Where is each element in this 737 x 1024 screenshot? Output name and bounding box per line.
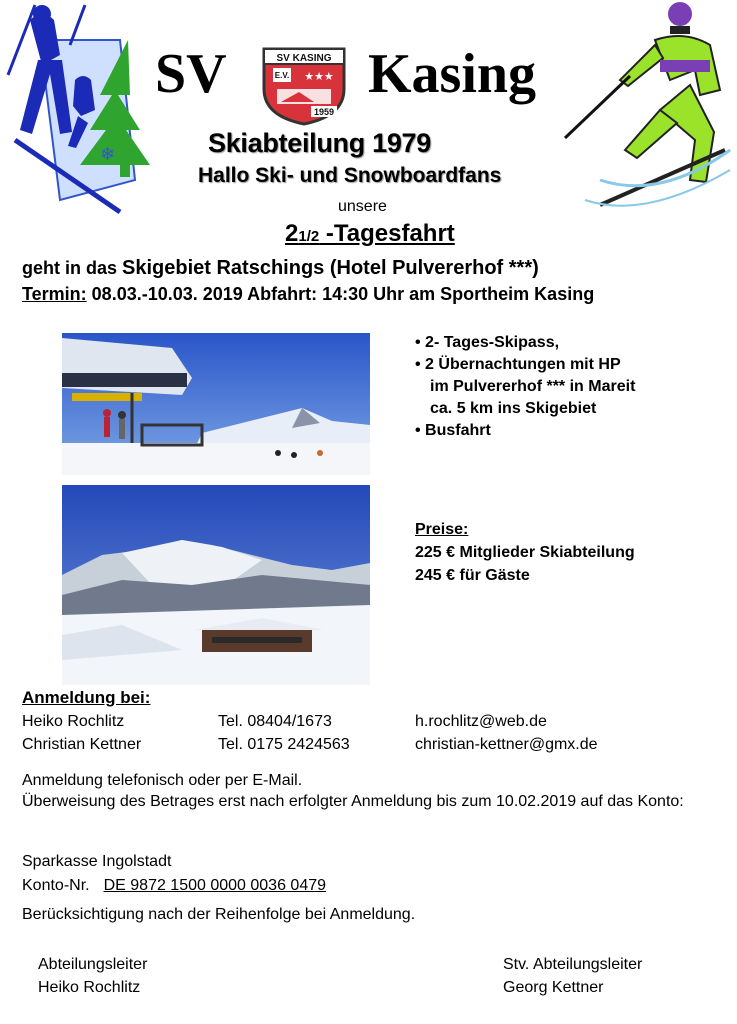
svg-text:★★★: ★★★	[304, 70, 334, 83]
photo-ski-lift	[62, 333, 370, 475]
trip-rest: -Tagesfahrt	[319, 220, 455, 247]
included-item: im Pulvererhof *** in Mareit	[430, 378, 636, 395]
badge-ev-text: E.V.	[274, 71, 290, 80]
registration-heading: Anmeldung bei:	[22, 688, 151, 707]
svg-text:❄: ❄	[100, 144, 116, 165]
badge-top-text: SV KASING	[276, 53, 332, 64]
contact-row	[22, 733, 682, 756]
bank-details	[22, 850, 326, 898]
date-line	[22, 284, 594, 305]
order-note: Berücksichtigung nach der Reihenfolge bei Anmeldung.	[22, 906, 416, 923]
club-badge	[259, 44, 349, 126]
price-members: 225 € Mitglieder Skiabteilung	[415, 544, 635, 561]
skier-clipart-left	[0, 0, 160, 215]
signature-name: Heiko Rochlitz	[38, 979, 141, 996]
account-line	[22, 874, 326, 898]
prices-heading: Preise:	[415, 521, 469, 538]
signature-right	[503, 953, 642, 999]
account-iban: DE 9872 1500 0000 0036 0479	[103, 877, 327, 894]
bank-name: Sparkasse Ingolstadt	[22, 853, 172, 870]
contact-email[interactable]: h.rochlitz@web.de	[415, 713, 547, 730]
date-label: Termin:	[22, 284, 87, 304]
price-guests: 245 € für Gäste	[415, 567, 530, 584]
contact-email[interactable]: christian-kettner@gmx.de	[415, 736, 598, 753]
title-sv: SV	[155, 43, 227, 105]
contact-phone: Tel. 08404/1673	[218, 713, 332, 730]
skier-clipart-right	[560, 0, 737, 220]
destination-place: Skigebiet Ratschings (Hotel Pulvererhof ***)	[122, 257, 539, 279]
badge-year-text: 1959	[313, 107, 335, 117]
signature-name: Georg Kettner	[503, 979, 604, 996]
department-heading: Skiabteilung 1979	[208, 128, 431, 158]
contact-name: Christian Kettner	[22, 736, 142, 753]
signature-left	[38, 953, 147, 999]
account-label: Konto-Nr.	[22, 877, 90, 894]
contacts-table	[22, 710, 682, 756]
signature-role: Stv. Abteilungsleiter	[503, 956, 643, 973]
contact-name: Heiko Rochlitz	[22, 713, 125, 730]
info-text	[22, 770, 722, 812]
included-list	[415, 332, 635, 442]
info-line: Anmeldung telefonisch oder per E-Mail.	[22, 772, 303, 789]
signature-role: Abteilungsleiter	[38, 956, 148, 973]
photo-mountain-hut	[62, 485, 370, 685]
date-value: 08.03.-10.03. 2019 Abfahrt: 14:30 Uhr am Sportheim Kasing	[86, 284, 595, 304]
prices-block	[415, 518, 635, 587]
ours-text: unsere	[338, 198, 387, 215]
included-item: • Busfahrt	[415, 422, 491, 439]
title-kasing: Kasing	[368, 43, 537, 105]
included-item: • 2- Tages-Skipass,	[415, 334, 560, 351]
trip-fraction: 1/2	[298, 228, 320, 245]
trip-heading	[285, 220, 455, 248]
destination-prefix: geht in das	[22, 258, 123, 278]
contact-phone: Tel. 0175 2424563	[218, 736, 350, 753]
included-item: • 2 Übernachtungen mit HP	[415, 356, 621, 373]
greeting-text: Hallo Ski- und Snowboardfans	[198, 164, 502, 187]
contact-row	[22, 710, 682, 733]
info-line: Überweisung des Betrages erst nach erfolgter Anmeldung bis zum 10.02.2019 auf das Konto:	[22, 793, 684, 810]
included-item: ca. 5 km ins Skigebiet	[430, 400, 597, 417]
trip-whole: 2	[285, 220, 299, 247]
destination-line	[22, 257, 539, 280]
